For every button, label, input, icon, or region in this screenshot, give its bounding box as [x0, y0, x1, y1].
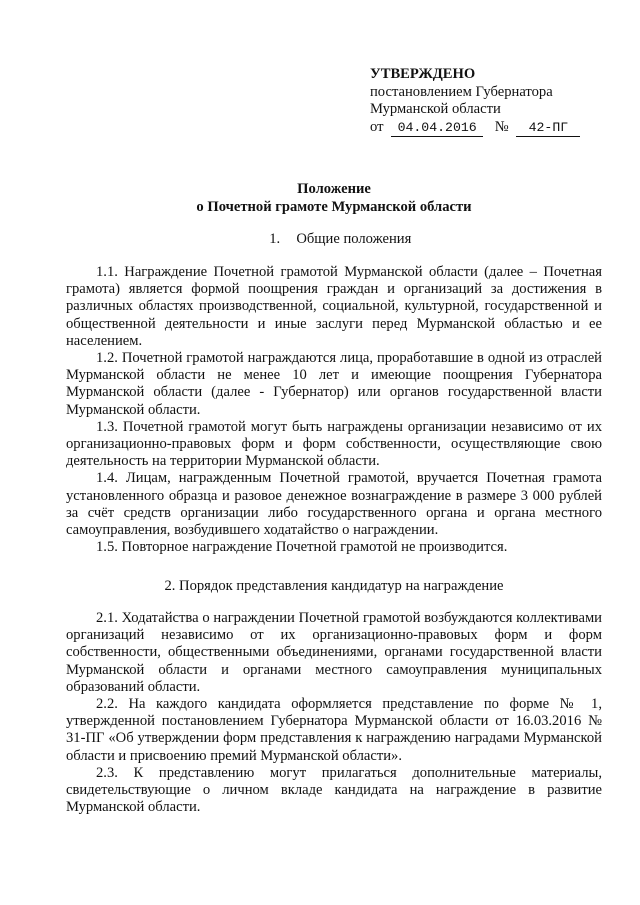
paragraph-1-4: 1.4. Лицам, награжденным Почетной грамотой, вручается Почетная грамота установленного образца и разовое денежное вознаграждение в размере 3 000 рублей за счёт средств организации либо государственного органа и органа местного самоуправления, возбудившего ходатайство о награждении. [66, 470, 602, 539]
section-2-heading: 2. Порядок представления кандидатур на награждение [164, 578, 504, 594]
approval-line-1: постановлением Губернатора [370, 83, 553, 100]
section-2-body [66, 610, 602, 816]
section-1-body [66, 264, 602, 556]
approval-line-2: Мурманской области [370, 101, 501, 118]
paragraph-2-3: 2.3. К представлению могут прилагаться дополнительные материалы, свидетельствующие о личном вкладе кандидата на награждение в развитие Мурманской области. [66, 764, 602, 816]
title-line-1: Положение [297, 181, 371, 197]
approval-date-line [370, 119, 580, 137]
section-1-number: 1. [269, 231, 281, 247]
approval-number: 42-ПГ [516, 121, 580, 137]
approval-date: 04.04.2016 [391, 121, 483, 137]
approval-heading: УТВЕРЖДЕНО [370, 66, 476, 82]
section-1-heading [66, 231, 602, 248]
document-title [66, 180, 602, 216]
paragraph-2-2: 2.2. На каждого кандидата оформляется представление по форме № 1, утвержденной постановлением Губернатора Мурманской области от 16.03.2016 № 31-ПГ «Об утверждении форм представления к награждению наградами Мурманской области и присвоению премий Мурманской области». [66, 696, 602, 764]
paragraph-1-1: 1.1. Награждение Почетной грамотой Мурманской области (далее – Почетная грамота) является формой поощрения граждан и организаций за достижения в различных областях производственной, социальной, культурной, государственной и общественной деятельности и иные заслуги перед Мурманской областью и ее населением. [66, 264, 602, 349]
approval-stamp [370, 66, 580, 137]
paragraph-1-2: 1.2. Почетной грамотой награждаются лица, проработавшие в одной из отраслей Мурманской области не менее 10 лет и имеющие поощрения Губернатора Мурманской области (далее - Губернатор) или органов государственной власти Мурманской области. [66, 350, 602, 418]
section-1-title: Общие положения [296, 231, 412, 247]
number-sign: № [494, 118, 509, 135]
title-line-2: о Почетной грамоте Мурманской области [196, 199, 472, 215]
paragraph-2-1: 2.1. Ходатайства о награждении Почетной грамотой возбуждаются коллективами организаций независимо от их организационно-правовых форм и форм собственности, общественными объединениями, органами государственной власти Мурманской области и органами местного самоуправления муниципальных образований области. [66, 610, 602, 695]
paragraph-1-5: 1.5. Повторное награждение Почетной грамотой не производится. [96, 539, 508, 556]
date-prefix: от [370, 118, 384, 135]
paragraph-1-3: 1.3. Почетной грамотой могут быть награждены организации независимо от их организационно-правовых форм и форм собственности, осуществляющие свою деятельность на территории Мурманской области. [66, 418, 602, 470]
